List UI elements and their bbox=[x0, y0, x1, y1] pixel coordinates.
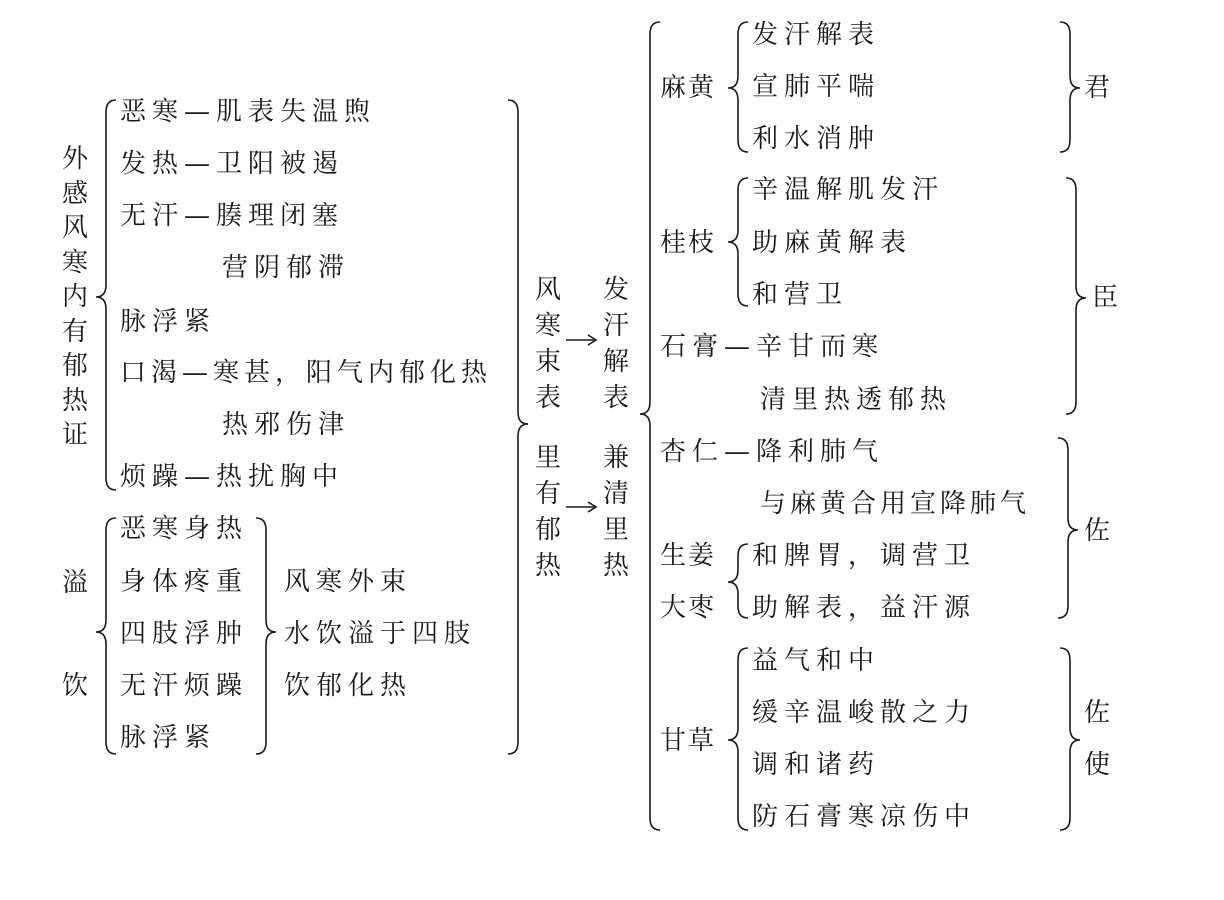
mahuang-effect: 宣肺平喘 bbox=[752, 72, 881, 102]
yiyin-title-2: 饮 bbox=[62, 671, 95, 701]
yiyin-symptom: 恶寒身热 bbox=[120, 514, 249, 544]
role-jun: 君 bbox=[1084, 73, 1117, 103]
gancao-effect: 防石膏寒凉伤中 bbox=[752, 802, 977, 832]
pathology-wind-cold: 风 寒 束 表 bbox=[534, 275, 561, 413]
yiyin-cause: 风寒外束 bbox=[284, 567, 413, 597]
mahuang-effect: 利水消肿 bbox=[752, 124, 881, 154]
guizhi-effect: 助麻黄解表 bbox=[752, 228, 913, 258]
jiangzao-effect: 助解表，益汗源 bbox=[752, 593, 977, 623]
yiyin-symptom: 四肢浮肿 bbox=[120, 619, 249, 649]
left-brace-treat-lower bbox=[640, 414, 660, 830]
herb-shengjiang: 生姜 bbox=[660, 541, 717, 571]
xingren-line: 杏仁—降利肺气 bbox=[660, 437, 885, 467]
yiyin-title-1: 溢 bbox=[62, 568, 95, 598]
symptom-row: 发热—卫阳被遏 bbox=[120, 149, 345, 179]
role-zuoshi-1: 佐 bbox=[1084, 698, 1117, 728]
symptom-row: 热邪伤津 bbox=[222, 410, 351, 440]
symptom-row: 口渴—寒甚，阳气内郁化热 bbox=[120, 358, 493, 388]
brace-guizhi bbox=[728, 178, 748, 306]
guizhi-effect: 和营卫 bbox=[752, 280, 849, 310]
role-zuo: 佐 bbox=[1084, 516, 1117, 546]
brace-jiangzao bbox=[728, 544, 748, 618]
shigao-line: 石膏—辛甘而寒 bbox=[660, 332, 885, 362]
symptom-row: 无汗—腠理闭塞 bbox=[120, 201, 345, 231]
right-brace-lower bbox=[508, 424, 528, 754]
herb-gancao: 甘草 bbox=[660, 726, 717, 756]
right-brace-upper bbox=[508, 100, 528, 424]
pathology-interior-heat: 里 有 郁 热 bbox=[534, 443, 561, 581]
jiangzao-effect: 和脾胃，调营卫 bbox=[752, 541, 977, 571]
role-zuoshi-2: 使 bbox=[1084, 750, 1117, 780]
left-brace-syndrome bbox=[96, 100, 116, 490]
brace-gancao bbox=[728, 648, 748, 830]
herb-guizhi: 桂枝 bbox=[660, 228, 717, 258]
gancao-effect: 缓辛温峻散之力 bbox=[752, 698, 977, 728]
yiyin-symptom: 无汗烦躁 bbox=[120, 671, 249, 701]
yiyin-symptom: 脉浮紧 bbox=[120, 723, 217, 753]
gancao-effect: 益气和中 bbox=[752, 646, 881, 676]
brace-zuo bbox=[1058, 438, 1078, 618]
treatment-clear-heat: 兼 清 里 热 bbox=[602, 443, 629, 581]
yiyin-cause: 饮郁化热 bbox=[284, 671, 413, 701]
yiyin-cause: 水饮溢于四肢 bbox=[284, 619, 477, 649]
syndrome-title: 外感风寒内有郁热证 bbox=[61, 144, 88, 450]
herb-dazao: 大枣 bbox=[660, 593, 717, 623]
brace-mahuang bbox=[728, 22, 748, 152]
left-brace-treat-upper bbox=[640, 22, 660, 414]
brace-jun bbox=[1060, 22, 1080, 152]
role-chen: 臣 bbox=[1092, 283, 1125, 313]
guizhi-effect: 辛温解肌发汗 bbox=[752, 175, 945, 205]
right-brace-yiyin-symptoms bbox=[256, 518, 276, 754]
left-brace-yiyin bbox=[96, 518, 116, 754]
brace-chen bbox=[1066, 178, 1086, 414]
yiyin-symptom: 身体疼重 bbox=[120, 567, 249, 597]
symptom-row: 脉浮紧 bbox=[120, 307, 217, 337]
xingren-line: 与麻黄合用宣降肺气 bbox=[760, 489, 1031, 519]
symptom-row: 营阴郁滞 bbox=[222, 253, 351, 283]
symptom-row: 烦躁—热扰胸中 bbox=[120, 462, 345, 492]
herb-mahuang: 麻黄 bbox=[660, 73, 717, 103]
brace-zuoshi bbox=[1060, 648, 1080, 830]
shigao-line: 清里热透郁热 bbox=[760, 385, 953, 415]
symptom-row: 恶寒—肌表失温煦 bbox=[120, 97, 377, 127]
mahuang-effect: 发汗解表 bbox=[752, 20, 881, 50]
treatment-sweat: 发 汗 解 表 bbox=[602, 275, 629, 413]
gancao-effect: 调和诸药 bbox=[752, 750, 881, 780]
